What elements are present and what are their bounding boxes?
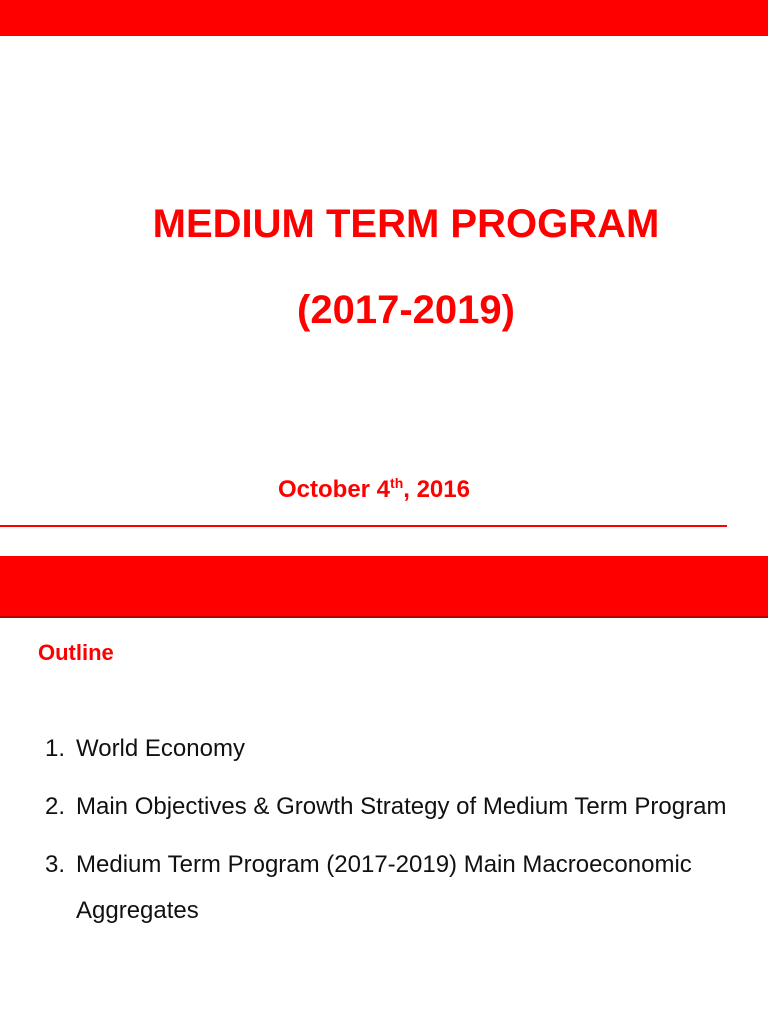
outline-item-number: 1. (45, 735, 66, 762)
title-slide-top-bar (0, 0, 768, 36)
presentation-title-line-1: MEDIUM TERM PROGRAM (152, 202, 660, 246)
outline-heading: Outline (38, 640, 114, 665)
outline-item (45, 784, 735, 830)
date-rest: , 2016 (403, 476, 470, 503)
title-slide-divider (0, 525, 727, 527)
outline-item (45, 842, 735, 934)
outline-item-text: Medium Term Program (2017-2019) Main Macroeconomic Aggregates (76, 851, 692, 924)
outline-item-text: World Economy (76, 735, 245, 762)
presentation-title-line-2: (2017-2019) (297, 288, 515, 332)
outline-slide-bar-shadow (0, 616, 768, 618)
slide-separator (0, 540, 768, 556)
outline-item-number: 3. (45, 851, 66, 878)
outline-item-text: Main Objectives & Growth Strategy of Medium Term Program (76, 793, 727, 820)
date-main: October 4 (278, 476, 391, 503)
date-ordinal-suffix: th (390, 475, 404, 491)
outline-list (45, 726, 735, 946)
outline-slide-top-bar (0, 556, 768, 616)
outline-item-number: 2. (45, 793, 66, 820)
presentation-date (0, 474, 748, 506)
outline-item (45, 726, 735, 772)
outline-slide (0, 556, 768, 1024)
